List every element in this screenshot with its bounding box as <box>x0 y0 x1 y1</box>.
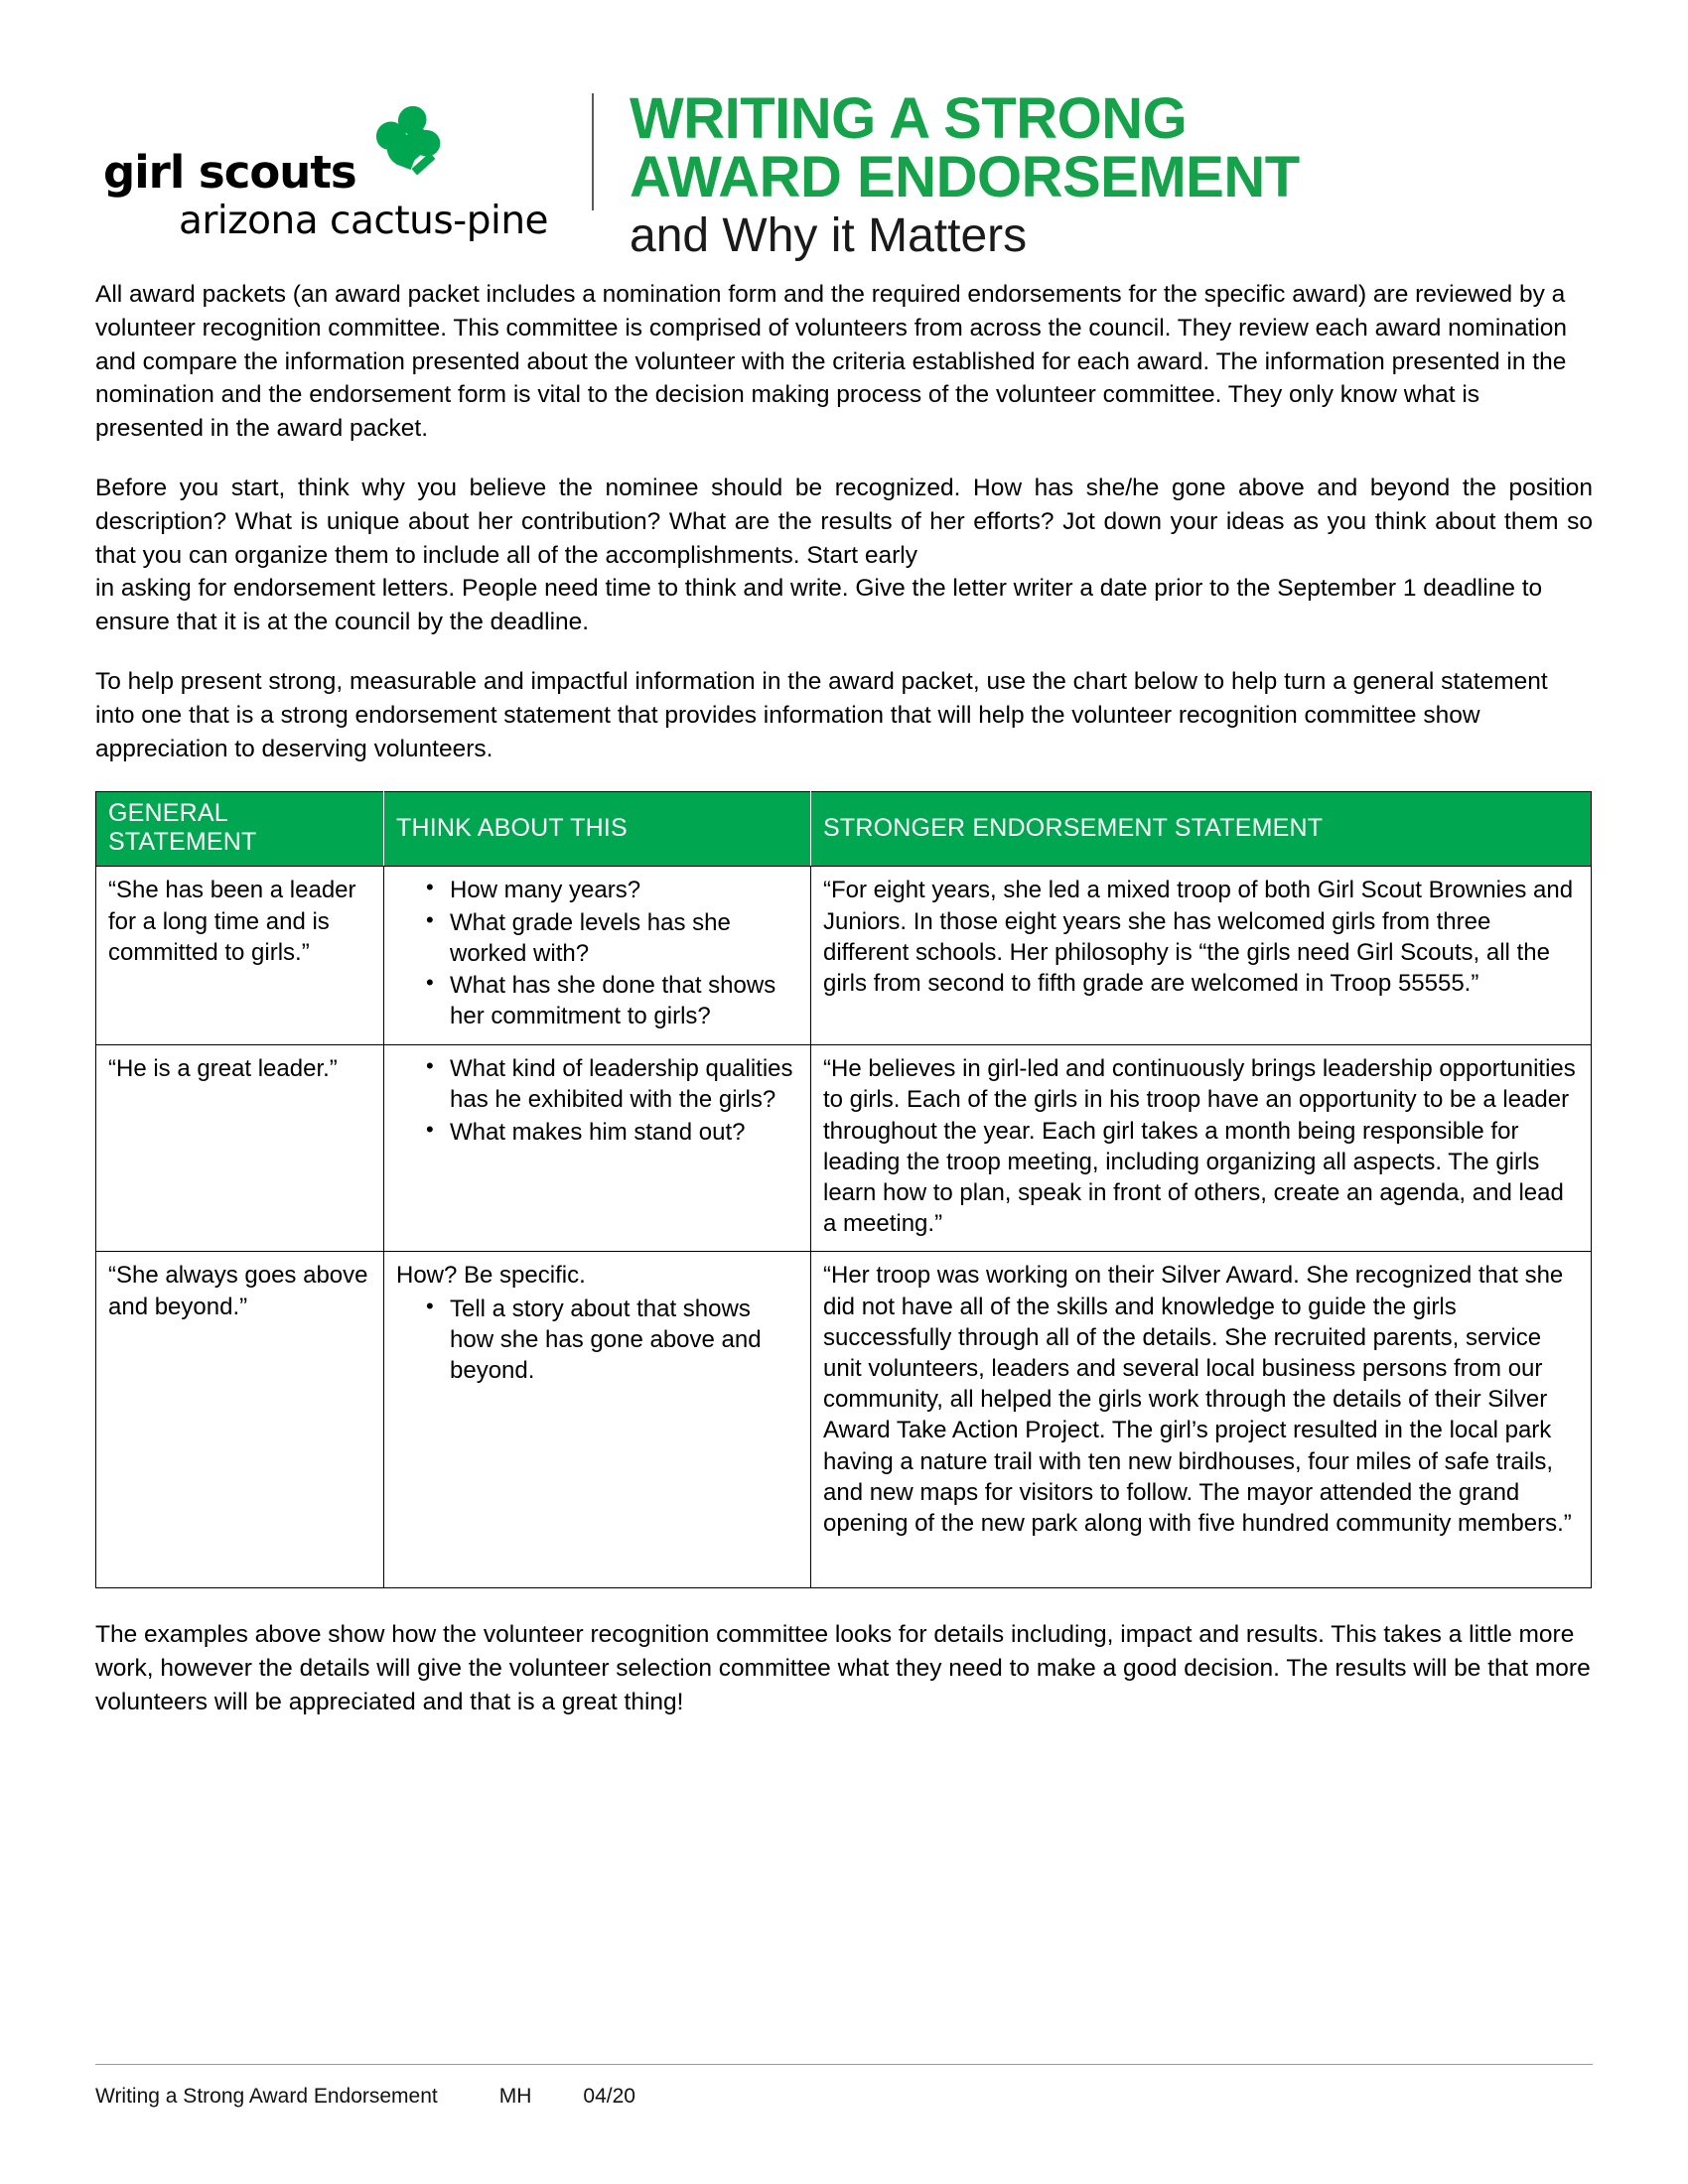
document-footer <box>95 2064 1593 2109</box>
cell-stronger-endorsement: “Her troop was working on their Silver Award. She recognized that she did not have all of the skills and knowledge to guide the girls successfully through all of the details. She recruited parents, service unit volunteers, leaders and several local business persons from our community, all helped the girls work through the details of their Silver Award Take Action Project. The girl’s project resulted in the local park having a nature trail with ten new birdhouses, four miles of safe trails, and new maps for visitors to follow. The mayor attended the grand opening of the new park along with five hundred community members.” <box>811 1252 1592 1588</box>
footer-date: 04/20 <box>583 2085 635 2108</box>
column-header-think-about-this: THINK ABOUT THIS <box>384 792 811 867</box>
intro-paragraph-2b: in asking for endorsement letters. People need time to think and write. Give the letter writer a date prior to the September 1 deadline to ensure that it is at the council by the deadline. <box>95 575 1543 636</box>
cell-general-statement: “He is a great leader.” <box>96 1045 384 1252</box>
cell-think-about-this <box>384 1252 811 1588</box>
logo-wordmark: girl scouts <box>103 146 356 199</box>
document-header <box>95 0 1593 263</box>
cell-general-statement: “She has been a leader for a long time and is committed to girls.” <box>96 867 384 1045</box>
list-item: • How many years? <box>426 875 800 905</box>
table-row <box>96 1252 1592 1588</box>
list-item: • What kind of leadership qualities has he exhibited with the girls? <box>426 1053 800 1115</box>
list-item: • Tell a story about that shows how she has gone above and beyond. <box>426 1294 800 1387</box>
column-header-stronger-endorsement: STRONGER ENDORSEMENT STATEMENT <box>811 792 1592 867</box>
endorsement-examples-table <box>95 791 1592 1588</box>
logo-council-name: arizona cactus-pine <box>178 199 549 243</box>
intro-paragraph-1: All award packets (an award packet includes a nomination form and the required endorsements for the specific award) are reviewed by a volunteer recognition committee. This committee is comprised of volunteers from across the council. They review each award nomination and compare the information presented about the volunteer with the criteria established for each award. The information presented in the nomination and the endorsement form is vital to the decision making process of the volunteer committee. They only know what is presented in the award packet. <box>95 281 1568 443</box>
intro-paragraph-3: To help present strong, measurable and impactful information in the award packet, use the chart below to help turn a general statement into one that is a strong endorsement statement that provides information that will help the volunteer recognition committee show appreciation to deserving volunteers. <box>95 667 1548 762</box>
cell-think-about-this <box>384 1045 811 1252</box>
title-block <box>630 83 1593 263</box>
page-subtitle: and Why it Matters <box>630 209 1028 263</box>
footer-document-title: Writing a Strong Award Endorsement <box>95 2085 438 2108</box>
column-header-general-statement: GENERAL STATEMENT <box>96 792 384 867</box>
page-title-line-1: WRITING A STRONG <box>630 86 1188 151</box>
closing-paragraph: The examples above show how the volunteer recognition committee looks for details including, impact and results. This takes a little more work, however the details will give the volunteer selection committee what they need to make a good decision. The results will be that more volunteers will be appreciated and that is a great thing! <box>95 1621 1591 1716</box>
cell-general-statement: “She always goes above and beyond.” <box>96 1252 384 1588</box>
intro-paragraph-2a: Before you start, think why you believe the nominee should be recognized. How has she/he gone above and beyond the position description? What is unique about her contribution? What are the results of her efforts? Jot down your ideas as you think about them so that you can organize them to include all of the accomplishments. Start early <box>95 474 1593 569</box>
page-title <box>630 86 1593 210</box>
think-lead-text: How? Be specific. <box>396 1262 586 1290</box>
list-item: • What grade levels has she worked with? <box>426 907 800 969</box>
think-bullet-list <box>396 1053 800 1148</box>
cell-stronger-endorsement: “He believes in girl-led and continuously brings leadership opportunities to girls. Each of the girls in his troop have an opportunity to be a leader throughout the year. Each girl takes a month being responsible for leading the troop meeting, including organizing all aspects. The girls learn how to plan, speak in front of others, create an agenda, and lead a meeting.” <box>811 1045 1592 1252</box>
header-divider <box>592 93 594 210</box>
girl-scouts-logo <box>95 83 592 243</box>
logo-row <box>95 97 592 199</box>
cell-stronger-endorsement: “For eight years, she led a mixed troop of both Girl Scout Brownies and Juniors. In those eight years she has welcomed girls from three different schools. Her philosophy is “the girls need Girl Scouts, all the girls from second to fifth grade are welcomed in Troop 55555.” <box>811 867 1592 1045</box>
table-row <box>96 1045 1592 1252</box>
page-title-line-2: AWARD ENDORSEMENT <box>630 145 1300 210</box>
cell-think-about-this <box>384 867 811 1045</box>
document-body <box>95 228 1593 1719</box>
footer-initials: MH <box>498 2085 532 2108</box>
table-header-row <box>96 792 1592 867</box>
think-bullet-list <box>396 1294 800 1387</box>
footer-divider <box>95 2064 1593 2065</box>
table-row <box>96 867 1592 1045</box>
list-item: • What has she done that shows her commitment to girls? <box>426 970 800 1031</box>
trefoil-icon <box>360 101 452 193</box>
footer-content <box>95 2085 1593 2109</box>
list-item: • What makes him stand out? <box>426 1117 800 1148</box>
think-bullet-list <box>396 875 800 1031</box>
